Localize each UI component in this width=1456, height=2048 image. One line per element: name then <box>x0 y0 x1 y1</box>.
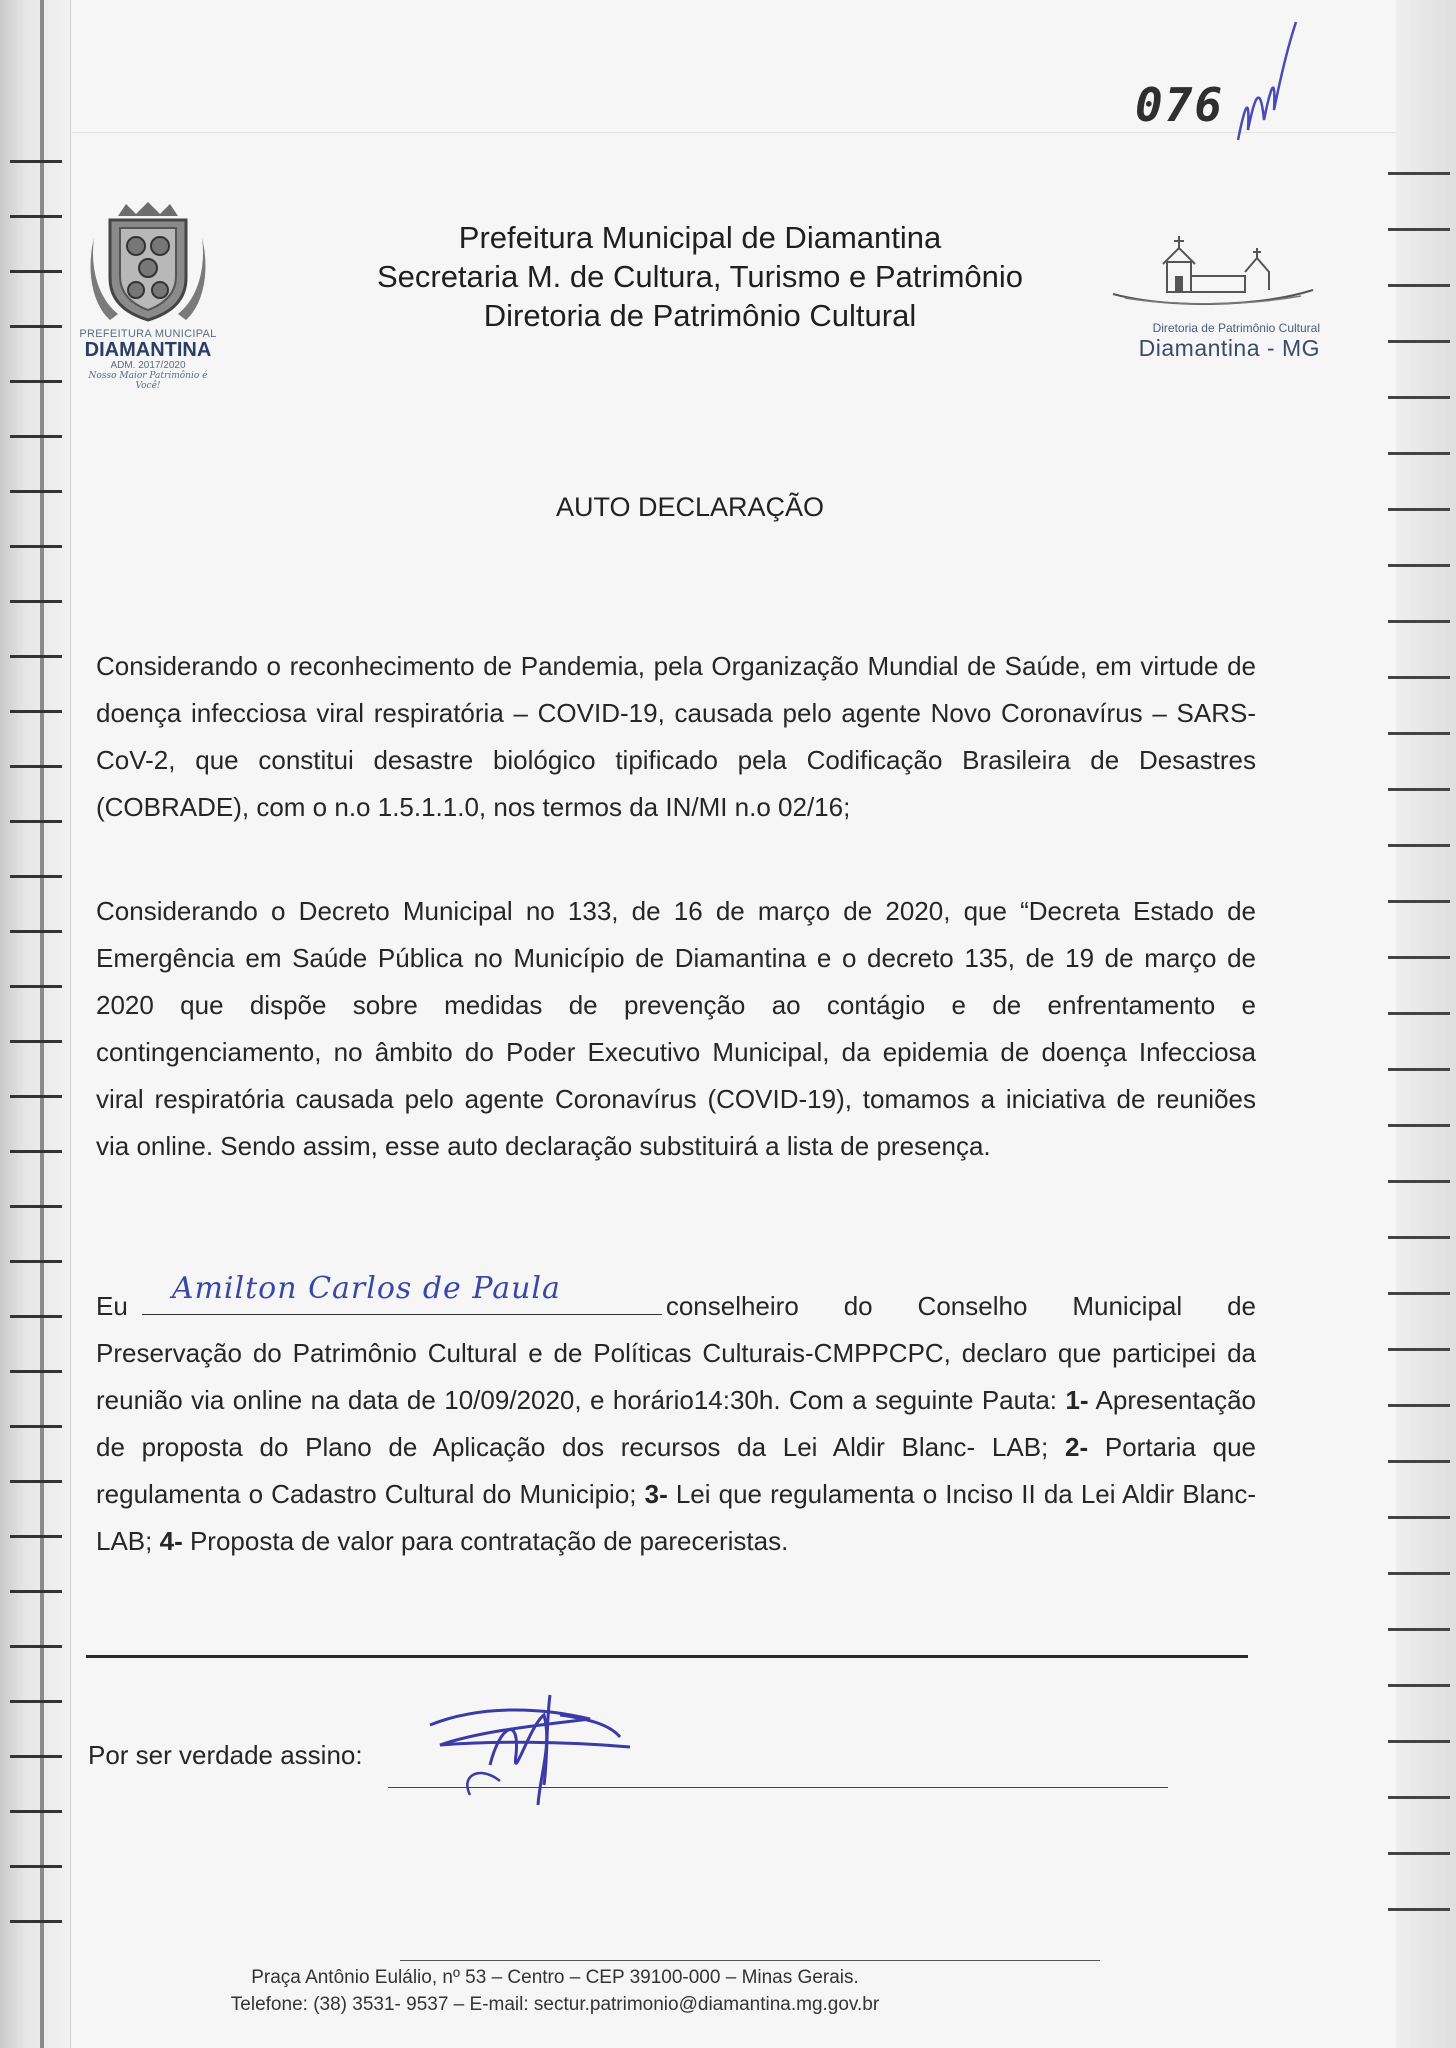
crest-caption-small: PREFEITURA MUNICIPAL <box>79 328 217 340</box>
agenda-item-text: Lei que regulamenta o Inciso II da Lei Aldir Blanc- LAB; <box>96 1479 1256 1556</box>
binding-tick <box>10 1040 62 1043</box>
footer-line-address: Praça Antônio Eulálio, nº 53 – Centro – CEP 39100-000 – Minas Gerais. <box>251 1967 859 1988</box>
church-icon <box>1105 232 1320 312</box>
edge-tick <box>1388 340 1450 343</box>
edge-tick <box>1388 1796 1450 1799</box>
handwritten-name: Amilton Carlos de Paula <box>171 1271 561 1306</box>
edge-tick <box>1388 1684 1450 1687</box>
edge-tick <box>1388 732 1450 735</box>
binding-tick <box>10 875 62 878</box>
edge-tick <box>1388 788 1450 791</box>
binding-tick <box>10 655 62 658</box>
binding-tick <box>10 215 62 218</box>
binding-tick <box>10 160 62 163</box>
edge-tick <box>1388 1740 1450 1743</box>
paragraph-pandemic: Considerando o reconhecimento de Pandemia, pela Organização Mundial de Saúde, em virtude de doença infecciosa viral respiratória – COVID-19, causada pelo agente Novo Coronavírus – SARS- CoV-2, que constitui desastre biológico tipificado pela Codificação Brasileira de Desastres (COBRADE), com o n.o 1.5.1.1.0, nos termos da IN/MI n.o 02/16; <box>96 651 1256 822</box>
binding-tick <box>10 1920 62 1923</box>
edge-tick <box>1388 396 1450 399</box>
crest-administration: ADM. 2017/2020 <box>110 360 186 371</box>
binding-tick <box>10 1810 62 1813</box>
agenda-item-number: 1- <box>1065 1385 1089 1415</box>
edge-tick <box>1388 620 1450 623</box>
edge-tick <box>1388 1236 1450 1239</box>
edge-tick <box>1388 1068 1450 1071</box>
diretoria-logo-city: Diamantina - MG <box>1138 335 1320 361</box>
binding-tick <box>10 930 62 933</box>
header-line-2: Secretaria M. de Cultura, Turismo e Patrimônio <box>376 259 1024 294</box>
edge-tick <box>1388 844 1450 847</box>
agenda-item-text: Proposta de valor para contratação de pareceristas. <box>189 1526 789 1556</box>
binding-tick <box>10 765 62 768</box>
paragraph-declaration <box>96 1271 1256 1565</box>
binding-tick <box>10 1370 62 1373</box>
diretoria-logo-caption: Diretoria de Patrimônio Cultural <box>1152 321 1320 335</box>
edge-tick <box>1388 508 1450 511</box>
agenda-item-number: 2- <box>1065 1432 1089 1462</box>
edge-tick <box>1388 1348 1450 1351</box>
edge-tick <box>1388 1460 1450 1463</box>
edge-tick <box>1388 676 1450 679</box>
crest-icon <box>84 198 212 326</box>
agenda-item-text: Apresentação de proposta do Plano de Aplicação dos recursos da Lei Aldir Blanc- LAB; <box>96 1385 1256 1462</box>
binding-tick <box>10 1480 62 1483</box>
binding-tick <box>10 1645 62 1648</box>
declaration-eu: Eu <box>96 1291 128 1321</box>
footer-address <box>0 1964 1110 2018</box>
edge-tick <box>1388 452 1450 455</box>
binding-tick <box>10 545 62 548</box>
sheet-top-line <box>70 132 1396 133</box>
binding-tick <box>10 1590 62 1593</box>
binding-tick <box>10 600 62 603</box>
edge-tick <box>1388 1180 1450 1183</box>
crest-motto: Nosso Maior Patrimônio é Você! <box>88 371 208 391</box>
binding-rail <box>40 0 44 2048</box>
edge-tick <box>1388 1516 1450 1519</box>
binding-tick <box>10 820 62 823</box>
edge-tick <box>1388 1572 1450 1575</box>
edge-tick <box>1388 1292 1450 1295</box>
edge-tick <box>1388 956 1450 959</box>
handwritten-signature <box>420 1685 650 1825</box>
municipal-crest-logo <box>78 198 218 391</box>
edge-tick <box>1388 172 1450 175</box>
edge-tick <box>1388 228 1450 231</box>
diretoria-logo <box>1105 232 1320 362</box>
document-title: AUTO DECLARAÇÃO <box>555 492 825 522</box>
edge-tick <box>1388 1628 1450 1631</box>
edge-tick <box>1388 1852 1450 1855</box>
declaration-text: conselheiro do Conselho Municipal de Preservação do Patrimônio Cultural e de Políticas Culturais-CMPPCPC, declaro que participei da reunião via online na data de 10/09/2020, e horário14:30h. Com a seguinte Pauta: <box>96 1291 1256 1415</box>
page-number-stamp: 076 <box>1135 78 1225 132</box>
binding-tick <box>10 1700 62 1703</box>
binding-tick <box>10 1755 62 1758</box>
agenda-item-number: 3- <box>644 1479 668 1509</box>
header-line-3: Diretoria de Patrimônio Cultural <box>483 298 917 333</box>
agenda-item-text: Portaria que regulamenta o Cadastro Cultural do Municipio; <box>96 1432 1256 1509</box>
binding-tick <box>10 1865 62 1868</box>
binding-tick <box>10 1205 62 1208</box>
edge-tick <box>1388 1404 1450 1407</box>
edge-tick <box>1388 900 1450 903</box>
crest-caption-big: DIAMANTINA <box>84 339 212 361</box>
binding-tick <box>10 1260 62 1263</box>
paragraph-decree: Considerando o Decreto Municipal no 133, de 16 de março de 2020, que “Decreta Estado de Emergência em Saúde Pública no Município de Diamantina e o decreto 135, de 19 de março de 2020 que dispõe sobre medidas de prevenção ao contágio e de enfrentamento e contingenciamento, no âmbito do Poder Executivo Municipal, da epidemia de doença Infecciosa viral respiratória causada pelo agente Coronavírus (COVID-19), tomamos a iniciativa de reuniões via online. Sendo assim, esse auto declaração substituirá a lista de presença. <box>96 896 1256 1161</box>
page-initials-signature <box>1230 10 1310 160</box>
binding-tick <box>10 270 62 273</box>
edge-tick <box>1388 1124 1450 1127</box>
binding-tick <box>10 380 62 383</box>
binding-tick <box>10 985 62 988</box>
footer-rule <box>400 1960 1100 1961</box>
signature-label: Por ser verdade assino: <box>88 1740 363 1770</box>
binding-tick <box>10 710 62 713</box>
edge-tick <box>1388 564 1450 567</box>
letterhead <box>300 218 1100 335</box>
binding-tick <box>10 1425 62 1428</box>
binding-tick <box>10 1095 62 1098</box>
header-line-1: Prefeitura Municipal de Diamantina <box>458 220 942 255</box>
edge-tick <box>1388 1012 1450 1015</box>
binding-tick <box>10 1315 62 1318</box>
binding-tick <box>10 1150 62 1153</box>
footer-line-contact: Telefone: (38) 3531- 9537 – E-mail: sectur.patrimonio@diamantina.mg.gov.br <box>230 1994 880 2015</box>
agenda-item-number: 4- <box>159 1526 183 1556</box>
section-divider <box>86 1655 1248 1658</box>
edge-tick <box>1388 1908 1450 1911</box>
notebook-binding <box>0 0 71 2048</box>
binding-tick <box>10 435 62 438</box>
binding-tick <box>10 325 62 328</box>
binding-tick <box>10 1535 62 1538</box>
name-fill-line <box>142 1271 662 1315</box>
edge-tick <box>1388 284 1450 287</box>
